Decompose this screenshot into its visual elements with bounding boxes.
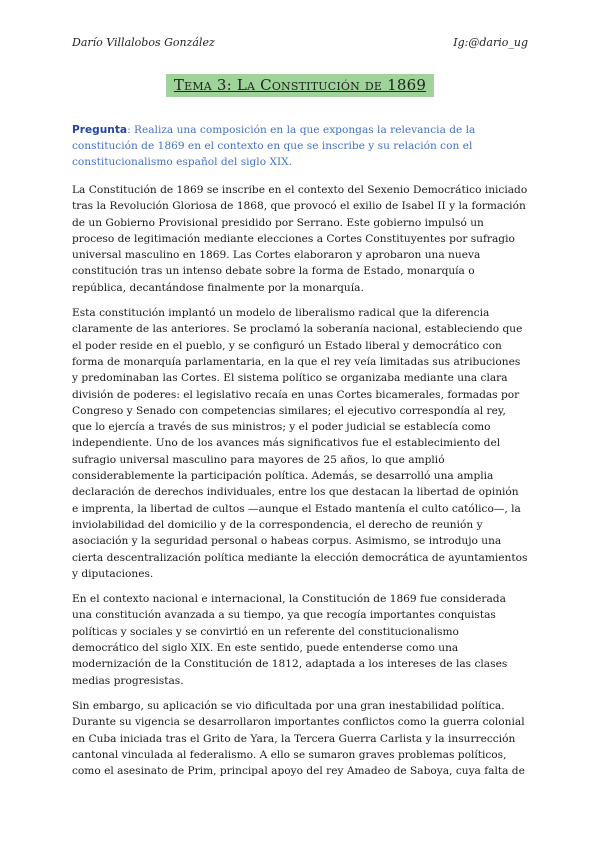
paragraph-1: La Constitución de 1869 se inscribe en el contexto del Sexenio Democrático iniciado tras la Revolución Gloriosa de 1868, que provocó el exilio de Isabel II y la formación de un Gobierno Provisional presidido por Serrano. Este gobierno impulsó un proceso de legitimación mediante elecciones a Cortes Constituyentes por sufragio universal masculino en 1869. Las Cortes elaboraron y aprobaron una nueva constitución tras un intenso debate sobre la forma de Estado, monarquía o república, decantándose finalmente por la monarquía.: [72, 184, 528, 294]
essay-body: [72, 182, 528, 788]
question-block: [72, 123, 528, 170]
paragraph-2: Esta constitución implantó un modelo de liberalismo radical que la diferencia claramente de las anteriores. Se proclamó la soberanía nacional, estableciendo que el poder reside en el pueblo, y se configuró un Estado liberal y democrático con forma de monarquía parlamentaria, en la que el rey veía limitadas sus atribuciones y predominaban las Cortes. El sistema político se organizaba mediante una clara división de poderes: el legislativo recaía en unas Cortes bicamerales, formadas por Congreso y Senado con competencias similares; el ejecutivo correspondía al rey, que lo ejercía a través de sus ministros; y el poder judicial se establecía como independiente. Uno de los avances más significativos fue el establecimiento del sufragio universal masculino para mayores de 25 años, lo que amplió considerablemente la participación política. Además, se desarrolló una amplia declaración de derechos individuales, entre los que destacan la libertad de opinión e imprenta, la libertad de cultos —aunque el Estado mantenía el culto católico—, la inviolabilidad del domicilio y de la correspondencia, el derecho de reunión y asociación y la seguridad personal o habeas corpus. Asimismo, se introdujo una cierta descentralización política mediante la elección democrática de ayuntamientos y diputaciones.: [72, 307, 528, 580]
paragraph-3: En el contexto nacional e internacional, la Constitución de 1869 fue considerada una constitución avanzada a su tiempo, ya que recogía importantes conquistas políticas y sociales y se convirtió en un referente del constitucionalismo democrático del siglo XIX. En este sentido, puede entenderse como una modernización de la Constitución de 1812, adaptada a los intereses de las clases medias progresistas.: [72, 593, 508, 687]
title-container: [0, 74, 600, 97]
author-name: Darío Villalobos González: [72, 36, 215, 49]
question-text: : Realiza una composición en la que expongas la relevancia de la constitución de 1869 en el contexto en que se inscribe y su relación con el constitucionalismo español del siglo XIX.: [72, 124, 476, 168]
paragraph-4: Sin embargo, su aplicación se vio dificultada por una gran inestabilidad política. Durante su vigencia se desarrollaron importantes conflictos como la guerra colonial en Cuba iniciada tras el Grito de Yara, la Tercera Guerra Carlista y la insurrección cantonal vinculada al federalismo. A ello se sumaron graves problemas políticos, como el asesinato de Prim, principal apoyo del rey Amadeo de Saboya, cuya falta de: [72, 699, 525, 778]
social-handle: Ig:@dario_ug: [453, 36, 528, 49]
question-label: Pregunta: [72, 124, 128, 136]
page-title: Tema 3: La Constitución de 1869: [166, 74, 434, 97]
page-header: [72, 36, 528, 52]
